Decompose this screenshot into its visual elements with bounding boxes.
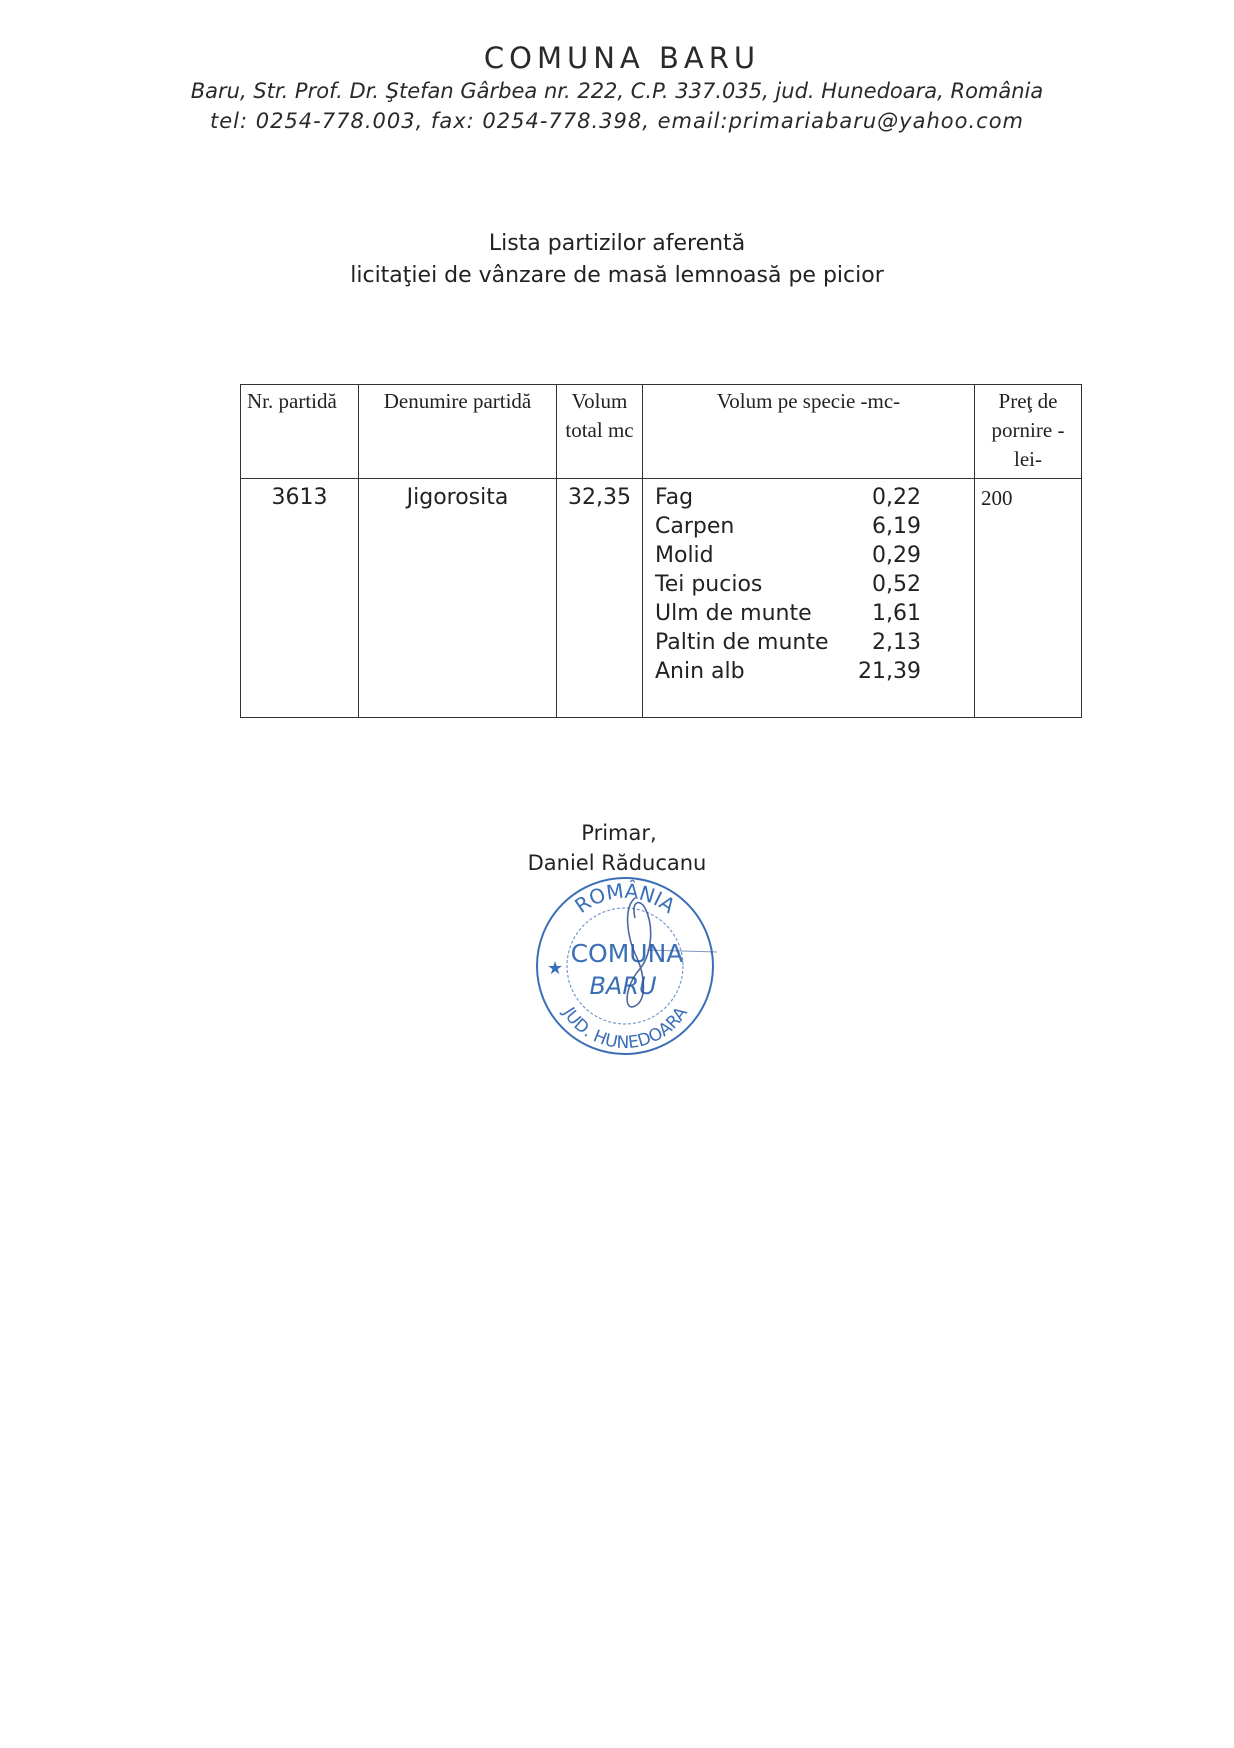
species-row <box>649 483 921 512</box>
species-name: Fag <box>655 485 694 510</box>
stamp-center-line-2: BARU <box>589 972 657 1000</box>
title-line-1: Lista partizilor aferentă <box>488 231 746 256</box>
official-stamp <box>527 868 723 1064</box>
species-row <box>649 512 921 541</box>
document-title <box>0 228 1234 292</box>
parts-table <box>240 384 1082 718</box>
letterhead <box>0 40 1234 136</box>
stamp-center-line-1: COMUNA <box>570 939 684 968</box>
title-line-2: licitaţiei de vânzare de masă lemnoasă pe picior <box>350 263 884 288</box>
species-name: Paltin de munte <box>655 630 829 655</box>
contact-line: tel: 0254-778.003, fax: 0254-778.398, email:primariabaru@yahoo.com <box>209 109 1025 133</box>
species-volume: 0,52 <box>872 572 921 597</box>
stamp-bottom-text: JUD. HUNEDOARA <box>558 1003 692 1054</box>
table-header-row <box>241 385 1082 479</box>
species-volume: 0,29 <box>872 543 921 568</box>
cell-name: Jigorosita <box>359 479 557 718</box>
cell-nr: 3613 <box>241 479 359 718</box>
cell-volume-total: 32,35 <box>557 479 643 718</box>
header-start-price: Preţ de pornire -lei- <box>975 385 1082 479</box>
species-row <box>649 657 921 686</box>
signatory-role: Primar, <box>581 821 657 845</box>
species-name: Molid <box>655 543 714 568</box>
species-name: Anin alb <box>655 659 745 684</box>
header-nr: Nr. partidă <box>241 385 359 479</box>
stamp-star-icon: ★ <box>547 958 564 979</box>
species-row <box>649 541 921 570</box>
table-row <box>241 479 1082 718</box>
species-volume: 2,13 <box>872 630 921 655</box>
header-volume-species: Volum pe specie -mc- <box>643 385 975 479</box>
species-name: Carpen <box>655 514 735 539</box>
header-name: Denumire partidă <box>359 385 557 479</box>
signatory-name: Daniel Răducanu <box>527 851 707 875</box>
species-name: Tei pucios <box>655 572 763 597</box>
commune-name: COMUNA BARU <box>483 41 761 75</box>
stamp-top-text: ROMÂNIA <box>570 878 680 918</box>
species-row <box>649 570 921 599</box>
species-volume: 21,39 <box>858 659 921 684</box>
species-volume: 0,22 <box>872 485 921 510</box>
species-volume: 1,61 <box>872 601 921 626</box>
header-volume-total: Volum total mc <box>557 385 643 479</box>
species-row <box>649 628 921 657</box>
species-name: Ulm de munte <box>655 601 812 626</box>
address-line: Baru, Str. Prof. Dr. Ştefan Gârbea nr. 222, C.P. 337.035, jud. Hunedoara, România <box>190 79 1044 103</box>
species-volume: 6,19 <box>872 514 921 539</box>
cell-start-price: 200 <box>975 479 1082 718</box>
cell-species-list <box>643 479 975 718</box>
species-row <box>649 599 921 628</box>
